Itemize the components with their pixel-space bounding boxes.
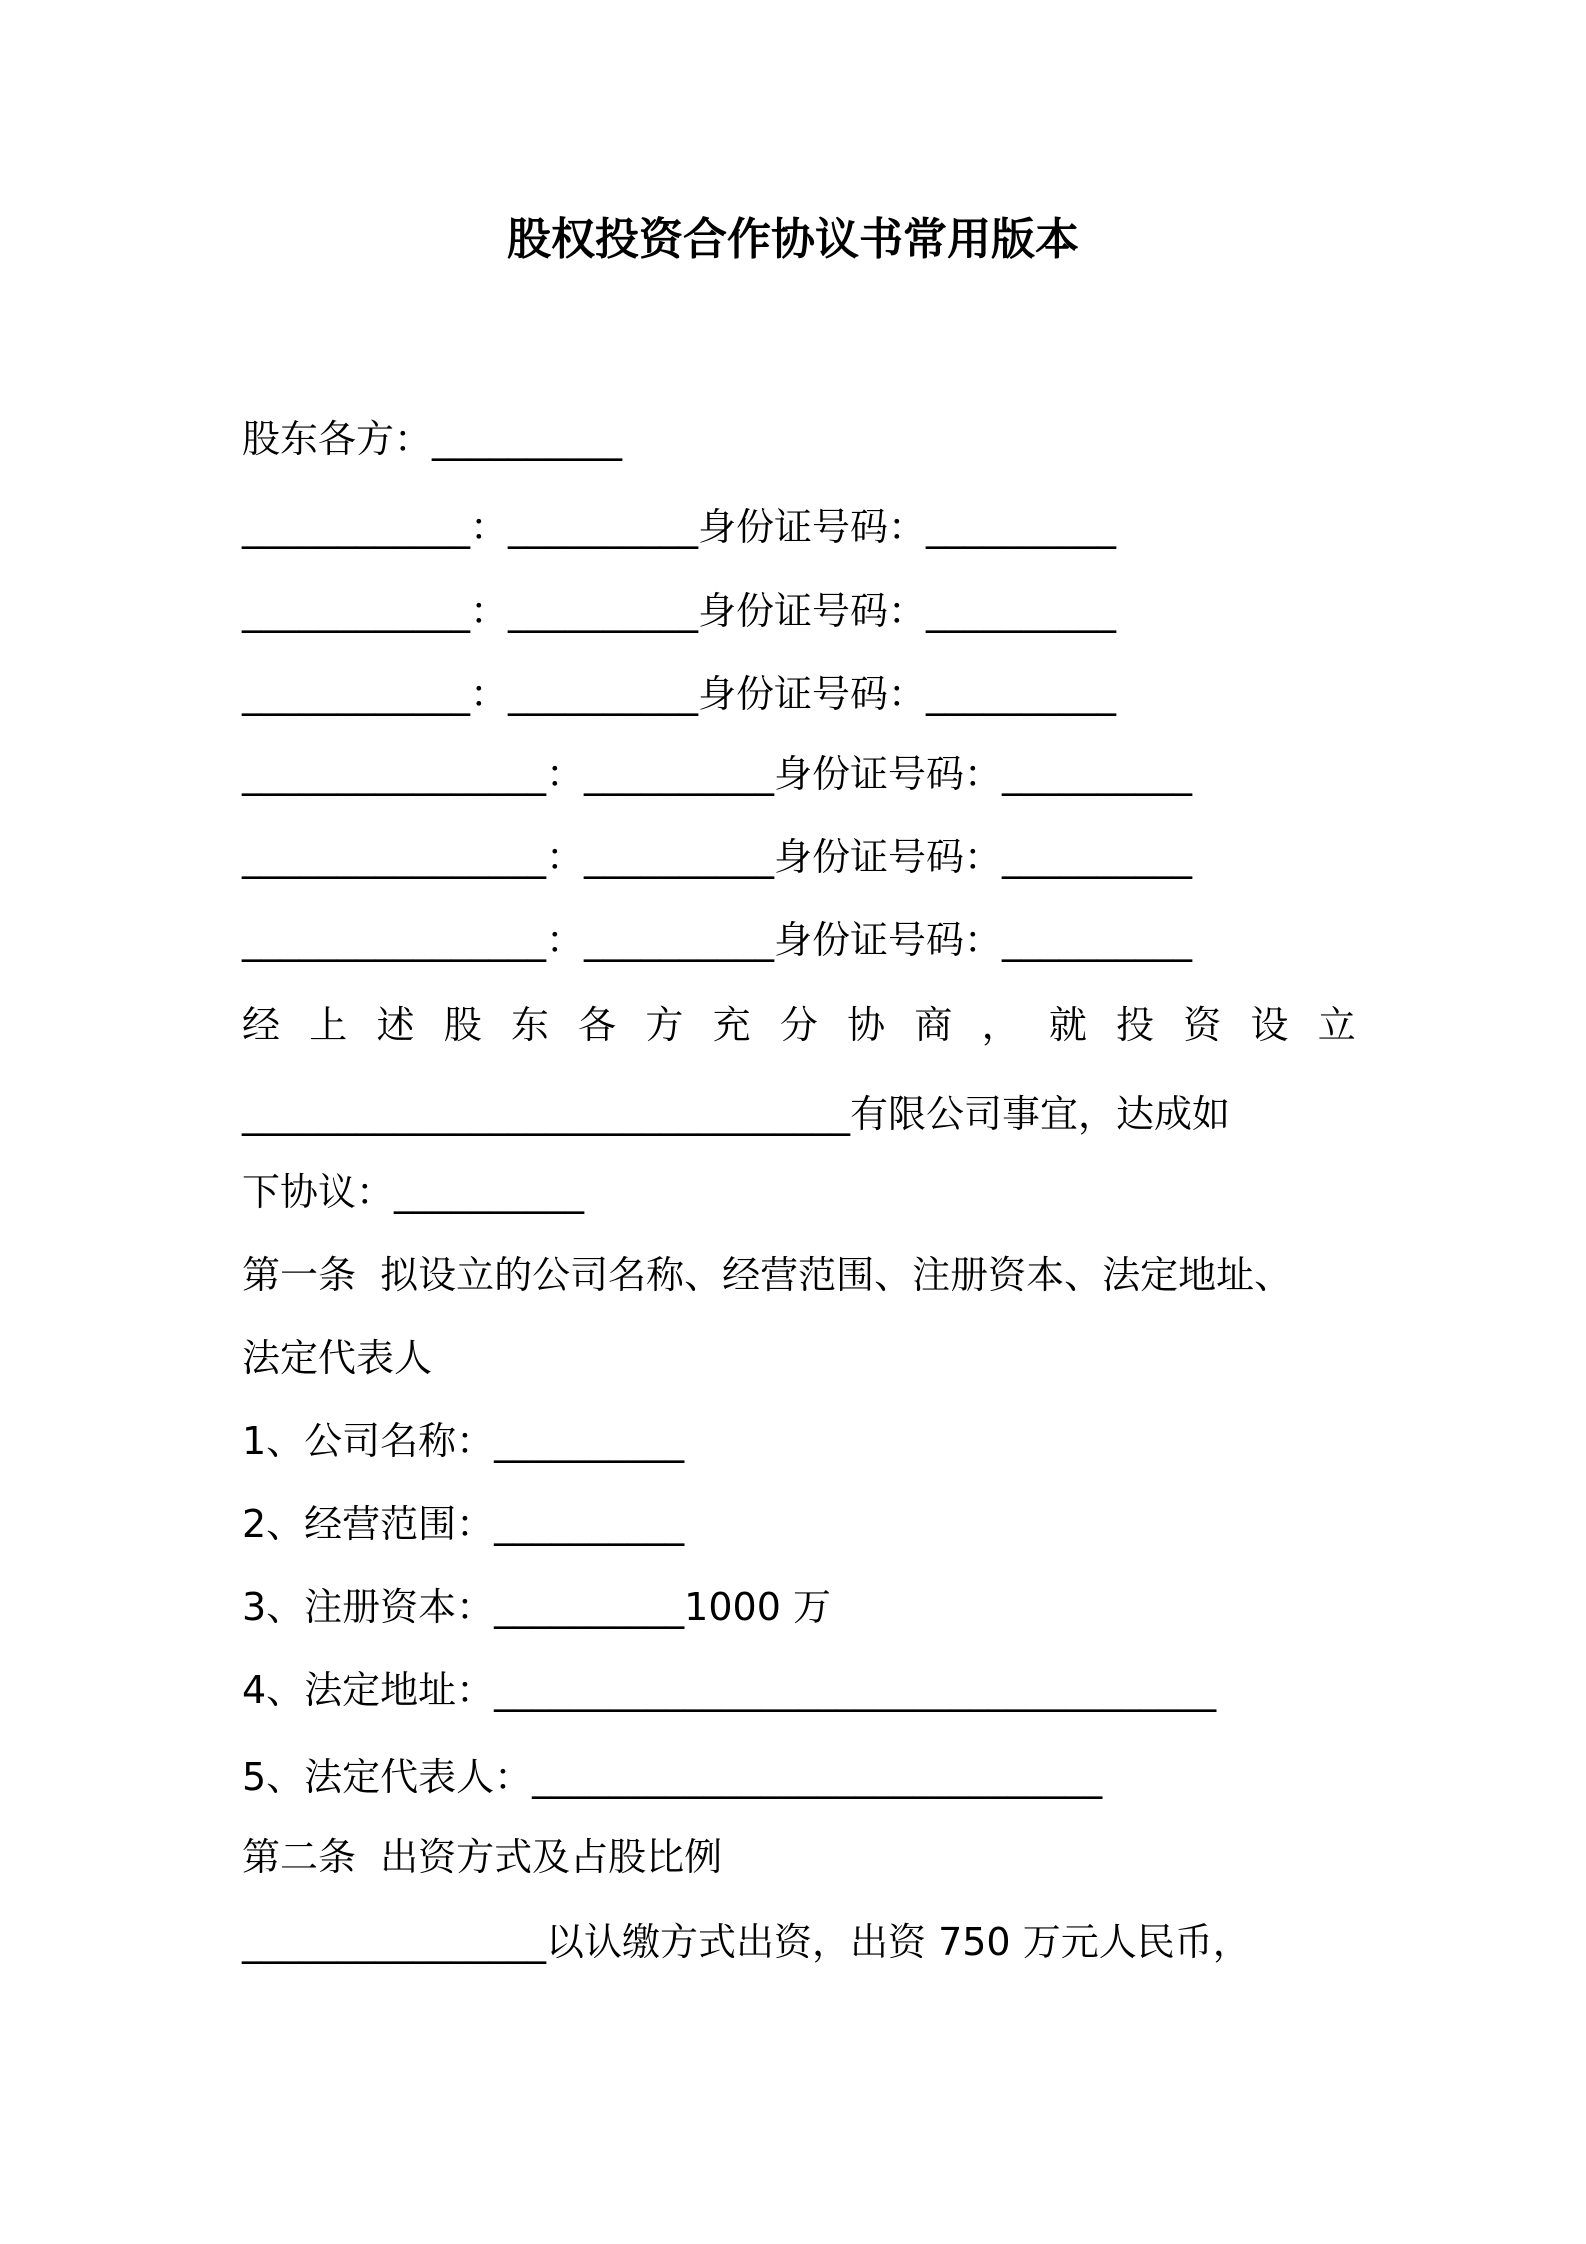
intro-char: 上 <box>309 1003 348 1047</box>
party-line-5: ________________：__________身份证号码：__________ <box>242 835 1193 879</box>
parties-label: 股东各方：__________ <box>242 417 623 461</box>
party-line-4: ________________：__________身份证号码：__________ <box>242 752 1193 796</box>
party-line-6: ________________：__________身份证号码：__________ <box>242 918 1193 962</box>
party-line-2: ____________：__________身份证号码：__________ <box>242 589 1117 633</box>
party-line-1: ____________：__________身份证号码：__________ <box>242 505 1117 549</box>
article1-heading-line2: 法定代表人 <box>242 1336 433 1380</box>
intro-char: 协 <box>847 1003 886 1047</box>
intro-char: 述 <box>376 1003 415 1047</box>
intro-char: 经 <box>242 1003 281 1047</box>
item-company-name: 1、公司名称：__________ <box>242 1419 685 1463</box>
intro-char: 设 <box>1250 1003 1289 1047</box>
intro-char: 股 <box>443 1003 482 1047</box>
article1-heading-line1: 第一条 拟设立的公司名称、经营范围、注册资本、法定地址、 <box>242 1253 1293 1297</box>
intro-line-1 <box>242 1000 1356 1050</box>
intro-char: 商 <box>914 1003 953 1047</box>
party-line-3: ____________：__________身份证号码：__________ <box>242 672 1117 716</box>
article2-line1: ________________以认缴方式出资，出资 750 万元人民币， <box>242 1920 1251 1964</box>
intro-char: 方 <box>645 1003 684 1047</box>
article2-heading: 第二条 出资方式及占股比例 <box>242 1835 723 1879</box>
item-legal-address: 4、法定地址：______________________________________ <box>242 1668 1217 1712</box>
intro-char: 就 <box>1048 1003 1087 1047</box>
intro-char: 立 <box>1317 1003 1356 1047</box>
item-registered-capital: 3、注册资本：__________1000 万 <box>242 1585 831 1629</box>
intro-char: 分 <box>779 1003 818 1047</box>
item-business-scope: 2、经营范围：__________ <box>242 1502 685 1546</box>
intro-line-3: 下协议：__________ <box>242 1170 585 1214</box>
intro-char: 东 <box>510 1003 549 1047</box>
intro-char: 资 <box>1183 1003 1222 1047</box>
intro-char: 充 <box>712 1003 751 1047</box>
intro-char: 各 <box>578 1003 617 1047</box>
intro-char: 投 <box>1116 1003 1155 1047</box>
intro-char: ， <box>981 1003 1020 1047</box>
intro-line-2: ________________________________有限公司事宜，达成如 <box>242 1092 1231 1136</box>
item-legal-representative: 5、法定代表人：______________________________ <box>242 1755 1103 1799</box>
document-title: 股权投资合作协议书常用版本 <box>507 214 1079 265</box>
